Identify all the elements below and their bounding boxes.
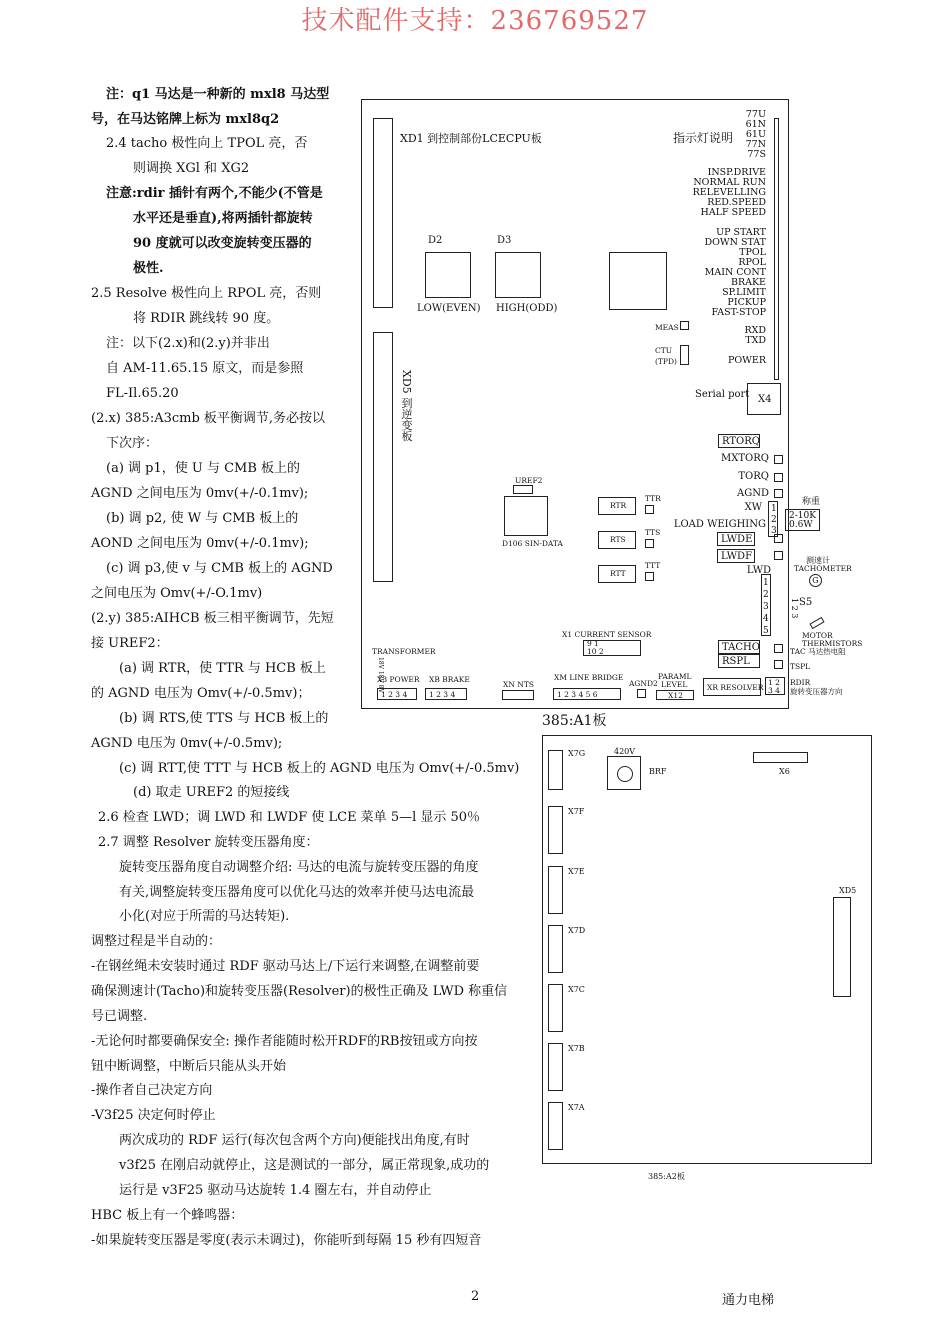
xb-label: XB BRAKE bbox=[429, 675, 470, 684]
d106-chip bbox=[504, 496, 548, 536]
text-line: 将 RDIR 跳线转 90 度。 bbox=[133, 311, 280, 326]
load-weighing-label: LOAD WEIGHING bbox=[673, 519, 766, 530]
x7b-label: X7B bbox=[568, 1044, 585, 1053]
text-line: (b) 调 RTS,使 TTS 与 HCB 板上的 bbox=[119, 711, 329, 726]
text-line: -无论何时都要确保安全: 操作者能随时松开RDF的RB按钮或方向按 bbox=[91, 1034, 478, 1049]
motor-label: MOTOR bbox=[802, 631, 833, 640]
lwd-pin: 3 bbox=[763, 602, 769, 612]
page-number: 2 bbox=[471, 1289, 480, 1304]
s5-pins: 1 2 3 bbox=[790, 598, 799, 619]
led-label: DOWN STAT bbox=[704, 237, 766, 248]
note-q1: 注：q1 马达是一种新的 mxl8 马达型 bbox=[106, 87, 330, 102]
text-line: FL-Il.65.20 bbox=[106, 386, 179, 401]
d106-label: D106 SIN-DATA bbox=[502, 539, 563, 548]
s5-label: S5 bbox=[799, 597, 813, 608]
tac-cn-label: TAC 马达热电阻 bbox=[790, 647, 846, 656]
text-line: (c) 调 p3,使 v 与 CMB 板上的 AGND bbox=[106, 561, 333, 576]
voltage-label: 420V bbox=[614, 747, 636, 756]
lwd-pin: 2 bbox=[763, 590, 769, 600]
x1-pins: 10 2 bbox=[587, 647, 604, 656]
text-line: 的 AGND 电压为 Omv(+/-0.5mv)； bbox=[91, 686, 311, 701]
low-even-label: LOW(EVEN) bbox=[417, 303, 481, 314]
uref2-label: UREF2 bbox=[515, 476, 543, 485]
rdir-label: RDIR bbox=[790, 678, 811, 687]
led-label: SP.LIMIT bbox=[722, 287, 766, 298]
uref2-jumper[interactable] bbox=[513, 485, 533, 494]
text-line: 2.4 tacho 极性向上 TPOL 亮，否 bbox=[106, 136, 308, 151]
text-line: 注：以下(2.x)和(2.y)并非出 bbox=[106, 336, 270, 351]
capacitor-box bbox=[607, 756, 641, 790]
xw-pin: 3 bbox=[771, 526, 777, 536]
weighing-cn-label: 称重 bbox=[802, 497, 821, 507]
transformer-label: TRANSFORMER bbox=[372, 647, 436, 656]
meas-test-point bbox=[680, 321, 689, 330]
text-line: 确保测速计(Tacho)和旋转变压器(Resolver)的极性正确及 LWD 称重信 bbox=[91, 984, 508, 999]
board-a1-caption: 385:A1板 bbox=[542, 713, 607, 729]
company-name: 通力电梯 bbox=[722, 1293, 775, 1308]
text-line: 小化(对应于所需的马达转矩). bbox=[119, 909, 290, 924]
tachometer-label: TACHOMETER bbox=[794, 564, 852, 573]
serial-port-label: Serial port bbox=[695, 389, 750, 400]
x7a-label: X7A bbox=[568, 1103, 585, 1112]
text-line: 2.5 Resolve 极性向上 RPOL 亮，否则 bbox=[91, 286, 322, 301]
xn-connector bbox=[502, 690, 534, 700]
led-label: 61U bbox=[745, 129, 766, 140]
led-label: RXD bbox=[744, 325, 766, 336]
x1-pins: 9 1 bbox=[587, 639, 599, 648]
led-label: FAST-STOP bbox=[711, 307, 766, 318]
ttt-label: TTT bbox=[645, 561, 661, 570]
text-line: AGND 电压为 0mv(+/-0.5mv); bbox=[91, 736, 283, 751]
board-a1-diagram bbox=[361, 99, 863, 709]
rtt-label: RTT bbox=[610, 569, 626, 578]
agnd2-label: AGND2 bbox=[629, 679, 658, 688]
x7d-label: X7D bbox=[568, 926, 586, 935]
led-label: RELEVELLING bbox=[692, 187, 766, 198]
text-line: (2.x) 385:A3cmb 板平衡调节,务必按以 bbox=[91, 411, 326, 426]
weighing-resistor bbox=[785, 509, 820, 531]
tachometer-symbol: G bbox=[809, 574, 822, 587]
level-label: LEVEL bbox=[661, 680, 688, 689]
text-line: 有关,调整旋转变压器角度可以优化马达的效率并使马达电流最 bbox=[119, 885, 475, 900]
xd5-connector bbox=[373, 332, 393, 582]
tacho-box bbox=[718, 640, 760, 654]
led-label: RPOL bbox=[738, 257, 766, 268]
board-a2-caption: 385:A2板 bbox=[648, 1172, 685, 1181]
x3-pins: 1 2 3 4 bbox=[381, 690, 408, 699]
tts-test-point bbox=[645, 539, 654, 548]
x7g-connector bbox=[548, 750, 563, 790]
led-label: TPOL bbox=[739, 247, 766, 258]
mxtorq-label: MXTORQ bbox=[721, 453, 769, 464]
text-line: 调整过程是半自动的： bbox=[91, 934, 222, 949]
led-label: HALF SPEED bbox=[700, 207, 766, 218]
x3-label: X3 POWER bbox=[377, 675, 420, 684]
rtorq-box bbox=[718, 434, 760, 448]
text-line: 号已调整. bbox=[91, 1009, 148, 1024]
rspl-label: RSPL bbox=[722, 656, 750, 667]
torq-test-point bbox=[774, 473, 783, 482]
d3-chip bbox=[495, 252, 541, 298]
lwd-pin: 1 bbox=[763, 578, 769, 588]
agnd-label: AGND bbox=[737, 488, 769, 499]
x7c-label: X7C bbox=[568, 985, 585, 994]
xd1-label: XD1 到控制部份LCECPU板 bbox=[400, 132, 542, 145]
watermark: 技术配件支持：236769527 bbox=[301, 6, 649, 36]
lwdf-box bbox=[717, 549, 755, 563]
text-line: 2.6 检查 LWD；调 LWD 和 LWDF 使 LCE 菜单 5—l 显示 50％ bbox=[98, 810, 481, 825]
text-line: (a) 调 RTR，使 TTR 与 HCB 板上 bbox=[119, 661, 326, 676]
text-line: -如果旋转变压器是零度(表示未调过)，你能听到每隔 15 秒有四短音 bbox=[91, 1233, 482, 1248]
indicator-label: 指示灯说明 bbox=[673, 131, 734, 145]
rspl-box bbox=[718, 654, 760, 668]
d3-label: D3 bbox=[497, 235, 512, 246]
text-line: 接 UREF2： bbox=[91, 636, 169, 651]
rtorq-label: RTORQ bbox=[722, 436, 760, 447]
d2-label: D2 bbox=[428, 235, 443, 246]
xw-pin: 1 bbox=[771, 504, 777, 514]
text-line: (d) 取走 UREF2 的短接线 bbox=[133, 785, 290, 800]
text-line: HBC 板上有一个蜂鸣器： bbox=[91, 1208, 244, 1223]
lwde-box bbox=[717, 532, 755, 546]
mxtorq-test-point bbox=[774, 455, 783, 464]
ttt-test-point bbox=[645, 572, 654, 581]
text-line: -操作者自己决定方向 bbox=[91, 1083, 213, 1098]
rdir-pins: 1 2 bbox=[768, 678, 780, 687]
led-list bbox=[693, 110, 766, 366]
tacho-test-point bbox=[774, 644, 783, 653]
rdir-pins: 3 4 bbox=[768, 686, 780, 695]
ttr-label: TTR bbox=[645, 494, 661, 503]
rtr-label: RTR bbox=[610, 501, 627, 510]
xd5-label: XD5 bbox=[839, 886, 857, 895]
rtr-pot[interactable] bbox=[598, 497, 636, 515]
res-power: 0.6W bbox=[789, 520, 813, 530]
agnd2-test-point bbox=[637, 689, 646, 698]
text-line: (c) 调 RTT,使 TTT 与 HCB 板上的 AGND 电压为 Omv(+/-0.5mv) bbox=[119, 761, 520, 776]
led-label: PICKUP bbox=[727, 297, 766, 308]
led-label: POWER bbox=[727, 355, 766, 366]
led-label: UP START bbox=[716, 227, 766, 238]
xb-connector bbox=[425, 688, 467, 700]
rdir-jumper[interactable] bbox=[765, 677, 785, 695]
xm-connector bbox=[553, 688, 621, 700]
lwd-label: LWD bbox=[746, 565, 771, 576]
text-line: (a) 调 p1，使 U 与 CMB 板上的 bbox=[106, 461, 301, 476]
ctu-label: CTU bbox=[655, 346, 673, 355]
xw-pin: 2 bbox=[771, 515, 777, 525]
tspl-label: TSPL bbox=[790, 662, 811, 671]
xd1-connector bbox=[373, 118, 393, 308]
x1-label: X1 CURRENT SENSOR bbox=[562, 630, 652, 639]
text-line: 自 AM-11.65.15 原文，而是参照 bbox=[106, 361, 304, 376]
lwd-pin: 4 bbox=[763, 614, 769, 624]
led-label: 61N bbox=[745, 119, 766, 130]
xr-label: XR RESOLVER bbox=[707, 683, 764, 692]
text-line: (2.y) 385:AIHCB 板三相平衡调节，先短 bbox=[91, 611, 334, 626]
rts-pot[interactable] bbox=[598, 531, 636, 549]
xr-connector bbox=[703, 678, 764, 696]
text-line: -V3f25 决定何时停止 bbox=[91, 1108, 216, 1123]
rtt-pot[interactable] bbox=[598, 565, 636, 583]
led-label: 77U bbox=[745, 109, 766, 120]
led-label: 77S bbox=[747, 149, 766, 160]
meas-label: MEAS bbox=[655, 323, 679, 332]
x4-port bbox=[747, 383, 781, 415]
rspl-test-point bbox=[774, 660, 783, 669]
brf-label: BRF bbox=[649, 767, 667, 776]
led-label: TXD bbox=[745, 335, 766, 346]
rdir-cn-label: 旋转变压器方向 bbox=[790, 687, 843, 696]
x12-connector bbox=[656, 690, 694, 700]
x3-connector bbox=[377, 688, 417, 700]
x7e-connector bbox=[548, 866, 563, 914]
text-line: 旋转变压器角度自动调整介绍: 马达的电流与旋转变压器的角度 bbox=[119, 860, 479, 875]
xm-pins: 1 2 3 4 5 6 bbox=[557, 690, 598, 699]
text-line: AOND 之间电压为 0mv(+/-0.1mv); bbox=[91, 536, 309, 551]
x6-connector bbox=[753, 752, 808, 763]
transformer-volts: 18V 18V 8V bbox=[377, 657, 384, 693]
x1-connector bbox=[583, 640, 641, 656]
xb-pins: 1 2 3 4 bbox=[429, 690, 456, 699]
high-odd-label: HIGH(ODD) bbox=[496, 303, 558, 314]
x7f-connector bbox=[548, 806, 563, 854]
text-line: 极性. bbox=[133, 261, 164, 276]
led-label: NORMAL RUN bbox=[693, 177, 766, 188]
text-line: 水平还是垂直),将两插针都旋转 bbox=[133, 211, 313, 226]
text-line: 号，在马达铭牌上标为 mxl8q2 bbox=[91, 112, 280, 127]
led-label: INSP.DRIVE bbox=[707, 167, 766, 178]
x7g-label: X7G bbox=[568, 749, 586, 758]
lwd-pin: 5 bbox=[763, 626, 769, 636]
paraml-label: PARAML bbox=[658, 672, 692, 681]
text-line: 则调换 XGl 和 XG2 bbox=[133, 161, 250, 176]
x4-label: X4 bbox=[758, 394, 772, 405]
thermistors-label: THERMISTORS bbox=[802, 639, 863, 648]
text-line: (b) 调 p2, 使 W 与 CMB 板上的 bbox=[106, 511, 299, 526]
x7f-label: X7F bbox=[568, 807, 585, 816]
x6-label: X6 bbox=[779, 767, 790, 776]
thermistor-symbol bbox=[809, 617, 824, 629]
lwdf-test-point bbox=[774, 551, 783, 560]
lwdf-label: LWDF bbox=[721, 551, 753, 562]
ctu-test-point bbox=[680, 345, 689, 365]
text-line: -在钢丝绳未安装时通过 RDF 驱动马达上/下运行来调整,在调整前要 bbox=[91, 959, 480, 974]
tpd-label: (TPD) bbox=[655, 357, 677, 366]
tts-label: TTS bbox=[645, 528, 661, 537]
rts-label: RTS bbox=[610, 535, 626, 544]
torq-label: TORQ bbox=[738, 471, 769, 482]
xw-label: XW bbox=[744, 502, 762, 513]
capacitor-symbol bbox=[617, 766, 633, 782]
led-strip bbox=[774, 118, 779, 380]
tacho-cn-label: 测速计 bbox=[806, 556, 830, 565]
xd5-connector bbox=[833, 897, 851, 997]
agnd-test-point bbox=[774, 489, 783, 498]
res-value: 2-10K bbox=[789, 511, 816, 521]
text-line: v3f25 在刚启动就停止，这是测试的一部分，属正常现象,成功的 bbox=[119, 1158, 490, 1173]
d2-chip bbox=[425, 252, 471, 298]
xd5-label: XD5 到逆变板 bbox=[400, 370, 413, 442]
text-line: 之间电压为 Omv(+/-O.1mv) bbox=[91, 586, 263, 601]
led-label: BRAKE bbox=[730, 277, 766, 288]
text-line: 注意:rdir 插针有两个,不能少(不管是 bbox=[106, 186, 323, 201]
x7a-connector bbox=[548, 1102, 563, 1150]
cpu-chip bbox=[609, 252, 667, 310]
x12-label: X12 bbox=[668, 691, 683, 700]
text-line: 运行是 v3F25 驱动马达旋转 1.4 圈左右，并自动停止 bbox=[119, 1183, 432, 1198]
text-line: 90 度就可以改变旋转变压器的 bbox=[133, 236, 312, 251]
led-label: RED.SPEED bbox=[707, 197, 766, 208]
x7c-connector bbox=[548, 984, 563, 1032]
lwde-test-point bbox=[774, 534, 783, 543]
led-label: 77N bbox=[745, 139, 766, 150]
xn-label: XN NTS bbox=[503, 680, 534, 689]
text-line: AGND 之间电压为 0mv(+/-0.1mv); bbox=[91, 486, 309, 501]
tacho-label: TACHO bbox=[722, 642, 760, 653]
text-line: 两次成功的 RDF 运行(每次包含两个方向)便能找出角度,有时 bbox=[119, 1133, 470, 1148]
led-label: MAIN CONT bbox=[704, 267, 766, 278]
xm-label: XM LINE BRIDGE bbox=[554, 673, 624, 682]
ttr-test-point bbox=[645, 505, 654, 514]
board-a2-diagram bbox=[542, 735, 872, 1164]
text-line: 2.7 调整 Resolver 旋转变压器角度： bbox=[98, 835, 319, 850]
x7e-label: X7E bbox=[568, 867, 585, 876]
text-line: 下次序： bbox=[106, 436, 159, 451]
text-line: 钮中断调整，中断后只能从头开始 bbox=[91, 1059, 287, 1074]
x7b-connector bbox=[548, 1043, 563, 1091]
x7d-connector bbox=[548, 925, 563, 973]
lwde-label: LWDE bbox=[721, 534, 753, 545]
